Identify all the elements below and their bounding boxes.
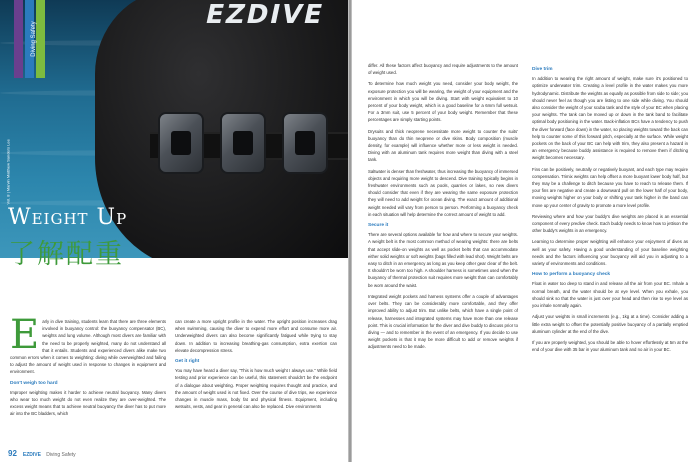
lead-weight <box>220 112 266 174</box>
left-page <box>0 0 348 462</box>
paragraph: Improper weighting makes it harder to achieve neutral buoyancy. Many divers who wear too much weight do not even realize they are over-weighted. The excess weight means that to achieve neutral buoyancy the diver has to put more air into the BC bladders, which <box>10 389 166 417</box>
intro-text: arly in dive training, students learn that there are three elements involved in buoyancy control: the buoyancy compensator (BC), weights and lung volume. Although most divers are familiar with the need to be properly weighted, many do not understand all that it entails. Students and experienced divers alike make two common errors when it comes to weighting: diving while overweighted and failing to adjust the amount of weight used in response to changes in equipment and environment. <box>10 319 166 375</box>
right-column-1 <box>368 62 518 355</box>
article-title-en: Weight Up <box>8 205 128 230</box>
paragraph: In addition to wearing the right amount of weight, make sure it's positioned to optimize underwater trim. Creating a level profile in the water makes you more hydrodynamic. Distribute the weights as equally as possible from side to side; you should never feel as though you are listing to one side while diving. You should also consider the weight of your scuba tank and the style of your BC when placing your weights. The tank can be moved up or down in the tank band to facilitate optimal body positioning in the water. Back-inflation BCs have a tendency to push the diver forward (face down) in the water, so placing weights toward the back can help to counter some of this forward pitch, especially at the surface. While weight pockets on the back of your BC can help with trim, they also present a hazard in an emergency because buddy assistance is required to remove them if ditching weight becomes necessary. <box>532 76 688 161</box>
photo-credit: Vol. 8 | Marvin Matthew Sanders Lee <box>5 139 11 205</box>
dropcap: E <box>10 312 40 358</box>
lead-weight <box>282 112 328 174</box>
footer-section: Diving Safety <box>46 452 76 458</box>
subheading: How to perform a buoyancy check <box>532 272 611 278</box>
subheading: Get it right <box>175 359 200 365</box>
subheading: Secure it <box>368 223 389 229</box>
paragraph: Reviewing where and how your buddy's dive weights are placed is an essential component of every predive check. Each buddy needs to know how to jettison the other buddy's weights in an emergency. <box>532 213 688 234</box>
right-column-2 <box>532 62 688 357</box>
subheading: Don't weigh too hard <box>10 380 58 386</box>
page-number: 92 <box>8 449 17 458</box>
right-page <box>352 0 700 462</box>
page-footer <box>8 449 76 458</box>
footer-brand: EZDIVE <box>22 452 41 458</box>
paragraph: If you are properly weighted, you should be able to hover effortlessly at 5m at the end of your dive with 35 bar in your aluminum tank and no air in your BC. <box>532 339 688 353</box>
paragraph: differ. All these factors affect buoyancy and require adjustments to the amount of weight used. <box>368 63 518 76</box>
paragraph: Fins can be positively, neutrally or negatively buoyant, and each type may require compensation. Trimix weights can help offset a more buoyant lower body half, but they may be a challenge to ditch because you have to reach to release them. If your fins are negative and create a downward pull on the lower half of your body, moving weights higher on your body or shifting your tank higher in the band can move up your center of gravity to promote a more level profile. <box>532 166 688 208</box>
paragraph: Saltwater is denser than freshwater, thus increasing the buoyancy of immersed objects and requiring more weight to descend. Dive training typically begins in freshwater environments such as pools, quarries or lakes, so new divers should consider that even if they are wearing the same exposure protection they will need to add weight for ocean diving. The exact amount of additional weight needed will vary from person to person. Performing a buoyancy check in each situation will help determine the correct amount of weight to add. <box>368 168 518 217</box>
left-column-2 <box>175 318 337 414</box>
paragraph: can create a more upright profile in the water. The upright position increases drag when swimming, causing the diver to expend more effort and consume more air. Underweighted divers can also become significantly fatigued while trying to stay down. In addition to increasing breathing-gas consumption, extra exertion can elevate decompression stress. <box>175 319 337 353</box>
article-title-zh: 了解配重 <box>8 239 124 270</box>
section-tab: Diving Safety <box>31 21 37 57</box>
paragraph: Float in water too deep to stand in and release all the air from your BC. Inhale a normal breath, and the water should be at eye level. When you exhale, you should sink so that the water is just over your head and then rise to eye level as you inhale normally again. <box>532 281 688 309</box>
paragraph: Drysuits and thick neoprene necessitate more weight to counter the suits' buoyancy than do thin neoprene or dive skins. Body composition (muscle density, for example) will influence whether more or less weight is needed. Diving with an aluminum tank requires more weight than diving with a steel tank. <box>368 128 518 163</box>
paragraph: There are several options available for how and where to secure your weights. A weight belt is the most common method of wearing weights: there are belts that accept slide-on weights as well as pocket belts that can accommodate either solid weights or soft weights (bags filled with lead shot). Weight belts are easy to ditch in an emergency as long as you keep other gear clear of the belt. It shouldn't be worn too high. A shoulder harness is sometimes used when the buoyancy of thermal protection suit requires more weight than can comfortably be worn around the waist. <box>368 232 518 288</box>
paragraph: You may have heard a diver say, "This is how much weight I always use." While field testing and prior experience can be useful, this statement shouldn't be the endpoint of a dialogue about weighting. Proper weighting requires thought and practice, and the amount of weight used is not fixed. Over the course of dive trips, we experience changes in muscle mass, body fat and physical fitness. Equipment, including wetsuits, vests, and gear in general can also be replaced. Dive environments <box>175 368 337 410</box>
paragraph: Adjust your weights in small increments (e.g., 1kg at a time). Consider adding a little extra weight to offset the potentially positive buoyancy of a partially emptied aluminum cylinder at the end of the dive. <box>532 314 688 334</box>
lead-weight <box>158 112 204 174</box>
paragraph: To determine how much weight you need, consider your body weight, the exposure protection you will be wearing, the weight of your equipment and the environment in which you will be diving. Start with weight equivalent to 10 percent of your body weight, which is a good baseline for a 6mm full wetsuit. For a 3mm suit, use 5 percent of your body weight. Remember that these percentages are simply starting points. <box>368 81 518 123</box>
paragraph: Integrated weight pockets and harness systems offer a couple of advantages over belts. They can be considerably more comfortable, and they offer improved ability to adjust trim. But unlike belts, which have a single point of release, harnesses and integrated systems may have more than one release point. This is crucial information for the diver and dive buddy to discuss prior to diving — and to remember in the event of an emergency. If you decide to use weight pockets is that it may be more difficult to add or remove weights if adjustments need to be made. <box>368 293 518 350</box>
paragraph: Learning to determine proper weighting will enhance your enjoyment of dives as well as your safety. Having a good understanding of your baseline weighting needs and the factors influencing your buoyancy will aid you in adjusting to a variety of environments and conditions. <box>532 239 688 267</box>
brand-logo: EZDIVE <box>203 0 328 30</box>
subheading: Dive trim <box>532 67 553 72</box>
left-column-1 <box>10 312 166 422</box>
